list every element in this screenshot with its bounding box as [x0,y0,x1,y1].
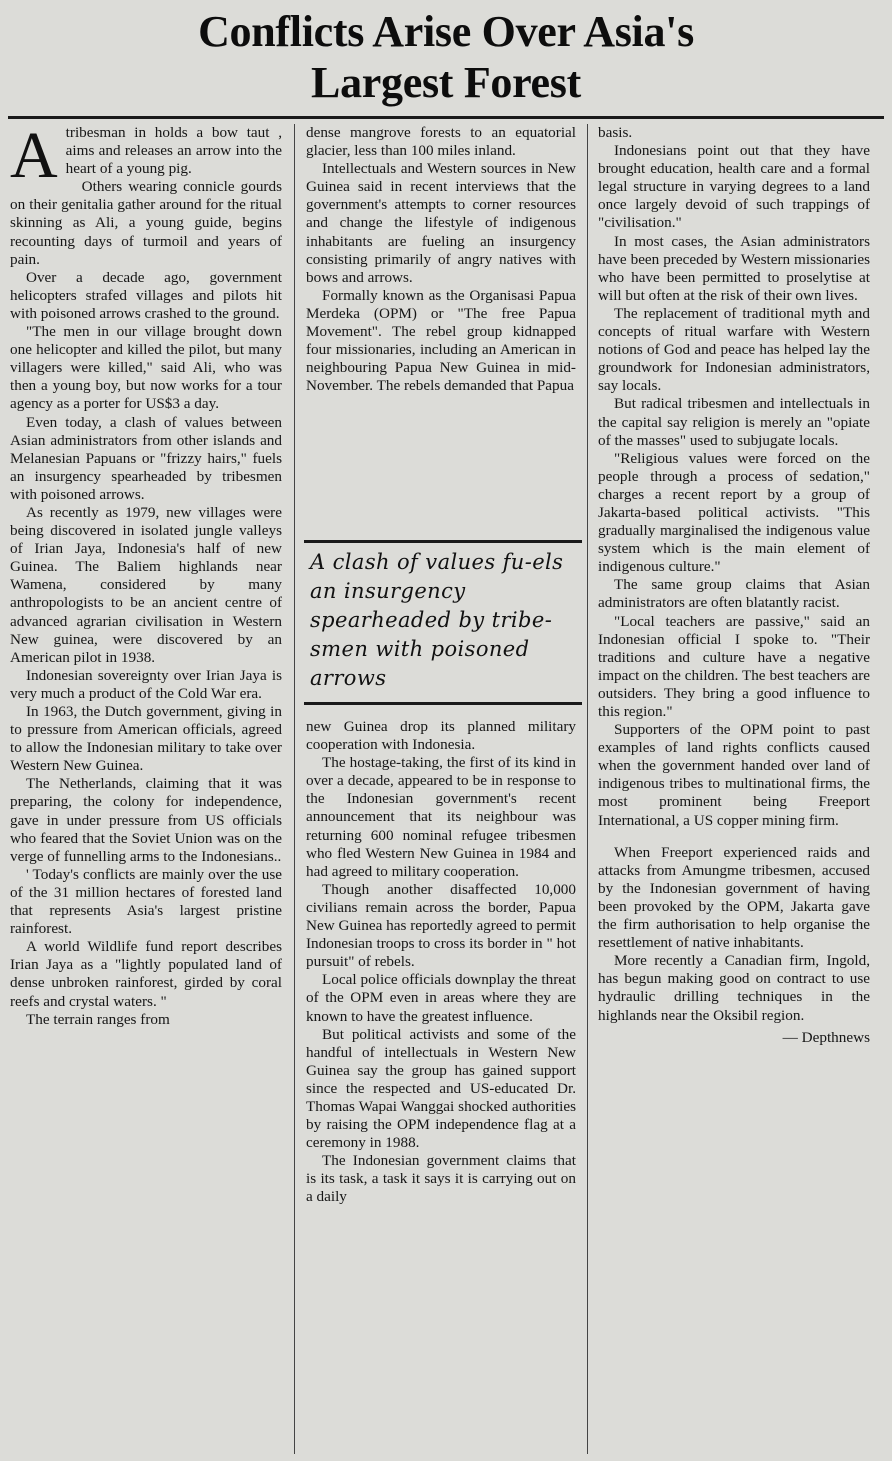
paragraph: The Netherlands, claiming that it was preparing, the colony for independence, gave in under pressure from US officials who feared that the Soviet Union was on the verge of funnelling arms to the Indonesians.. [10,775,282,865]
paragraph: The same group claims that Asian administrators are often blatantly racist. [598,576,870,612]
paragraph: A world Wildlife fund report describes Irian Jaya as a "lightly populated land of dense unbroken rainforest, girded by coral reefs and crystal waters. " [10,938,282,1010]
paragraph: Even today, a clash of values between Asian administrators from other islands and Melanesian Papuans or "frizzy hairs," fuels an insurgency spearheaded by tribesmen with poisoned arrows. [10,413,282,503]
paragraph: "Local teachers are passive," said an Indonesian official I spoke to. "Their traditions and culture have a negative impact on the children. The best teachers are outsiders. They bring a good influence to this region." [598,612,870,720]
headline-rule [8,116,884,119]
column-1 [10,124,282,1454]
column-3 [598,124,870,1454]
paragraph: The terrain ranges from [26,1010,170,1028]
paragraph: More recently a Canadian firm, Ingold, has begun making good on contract to use hydraulic drilling techniques in the highlands near the Oksibil region. [598,952,870,1024]
paragraph: Though another disaffected 10,000 civilians remain across the border, Papua New Guinea has reportedly agreed to permit Indonesian troops to cross its border in " hot pursuit" of rebels. [306,880,576,971]
column-divider-2 [587,124,588,1454]
lead-paragraph [10,124,282,192]
pullquote-rule-top [304,540,582,543]
paragraph: Indonesians point out that they have brought education, health care and a formal legal structure in varying degrees to a land once largely devoid of such trappings of "civilisation." [598,142,870,232]
paragraph: new Guinea drop its planned military cooperation with Indonesia. [306,718,576,754]
drop-cap: A [10,124,58,192]
paragraph: The hostage-taking, the first of its kind in over a decade, appeared to be in response to the Indonesian government's recent announcement that its neighbour was returning 600 nominal refugee tribesmen who fled Western New Guinea in 1984 and had agreed to military cooperation. [306,754,576,880]
paragraph: dense mangrove forests to an equatorial glacier, less than 100 miles inland. [306,124,576,160]
paragraph: "The men in our village brought down one helicopter and killed the pilot, but many villagers were killed," said Ali, who was then a young boy, but now works for a tour agency as a porter for US$3 a day. [10,323,282,413]
paragraph-text: tribesman in holds a bow taut , aims and releases an arrow into the heart of a young pig. [65,124,282,178]
paragraph: Intellectuals and Western sources in New Guinea said in recent interviews that the government's attempts to corner resources and change the lifestyle of indigenous inhabitants are fueling an insurgency consisting primarily of angry natives with bows and arrows. [306,160,576,286]
headline [0,6,892,108]
paragraph: But radical tribesmen and intellectuals in the capital say religion is merely an "opiate of the masses" used to subjugate locals. [598,395,870,449]
paragraph: The Indonesian government claims that is its task, a task it says it is carrying out on a daily [306,1152,576,1206]
paragraph: Local police officials downplay the threat of the OPM even in areas where they are known to have the greatest influence. [306,971,576,1025]
column-divider-1 [294,124,295,1454]
paragraph: Over a decade ago, government helicopters strafed villages and pilots hit with poisoned arrows crashed to the ground. [10,268,282,322]
paragraph: basis. [598,124,633,141]
paragraph: Indonesian sovereignty over Irian Jaya is very much a product of the Cold War era. [10,666,282,702]
paragraph: As recently as 1979, new villages were being discovered in isolated jungle valleys of Irian Jaya, Indonesia's half of new Guinea. The Baliem highlands near Wamena, considered by many anthropologists to be an ancient centre of advanced agrarian civilisation in Western New guinea, were discovered by an American pilot in 1938. [10,503,282,666]
headline-line-2: Largest Forest [311,58,581,107]
paragraph: Supporters of the OPM point to past examples of land rights conflicts caused when the government handed over land of indigenous tribes to multinational firms, the most prominent being Freeport International, a US copper mining firm. [598,721,870,829]
paragraph: When Freeport experienced raids and attacks from Amungme tribesmen, accused by the Indonesian government of having been provoked by the OPM, Jakarta gave the firm authorisation to help organise the resettlement of native inhabitants. [598,843,870,952]
pullquote: A clash of values fu-els an insurgency spearheaded by tribe-smen with poisoned arrows [310,550,564,690]
column-2-bottom [306,718,576,1454]
paragraph: ' Today's conflicts are mainly over the use of the 31 million hectares of forested land that represents Asia's largest pristine rainforest. [10,865,282,938]
paragraph: "Religious values were forced on the people through a process of sedation," charges a recent report by a group of Jakarta-based political activists. "This gradually marginalised the indigenous value system which is the main element of indigenous culture." [598,449,870,576]
paragraph: The replacement of traditional myth and concepts of ritual warfare with Western notions of God and peace has helped lay the groundwork for Indonesian administrators, say locals. [598,304,870,395]
headline-line-1: Conflicts Arise Over Asia's [198,7,694,56]
byline: — Depthnews [782,1028,870,1046]
column-2-top [306,124,576,526]
paragraph: But political activists and some of the handful of intellectuals in Western New Guinea say the group has gained support since the respected and US-educated Dr. Thomas Wapai Wanggai shocked authorities by raising the OPM independence flag at a ceremony in 1988. [306,1025,576,1152]
pullquote-rule-bottom [304,702,582,705]
paragraph: In 1963, the Dutch government, giving in to pressure from American officials, agreed to allow the Indonesian military to take over Western New Guinea. [10,703,282,775]
paragraph: Formally known as the Organisasi Papua Merdeka (OPM) or "The free Papua Movement". The rebel group kidnapped four missionaries, including an American in neighbouring Papua New Guinea in mid-November. The rebels demanded that Papua [306,286,576,395]
paragraph: Others wearing connicle gourds on their genitalia gather around for the ritual skinning as Ali, a young guide, begins recounting days of turmoil and years of pain. [10,178,282,268]
paragraph: In most cases, the Asian administrators have been preceded by Western missionaries who have been permitted to proselytise at will but often at the risk of their own lives. [598,232,870,304]
